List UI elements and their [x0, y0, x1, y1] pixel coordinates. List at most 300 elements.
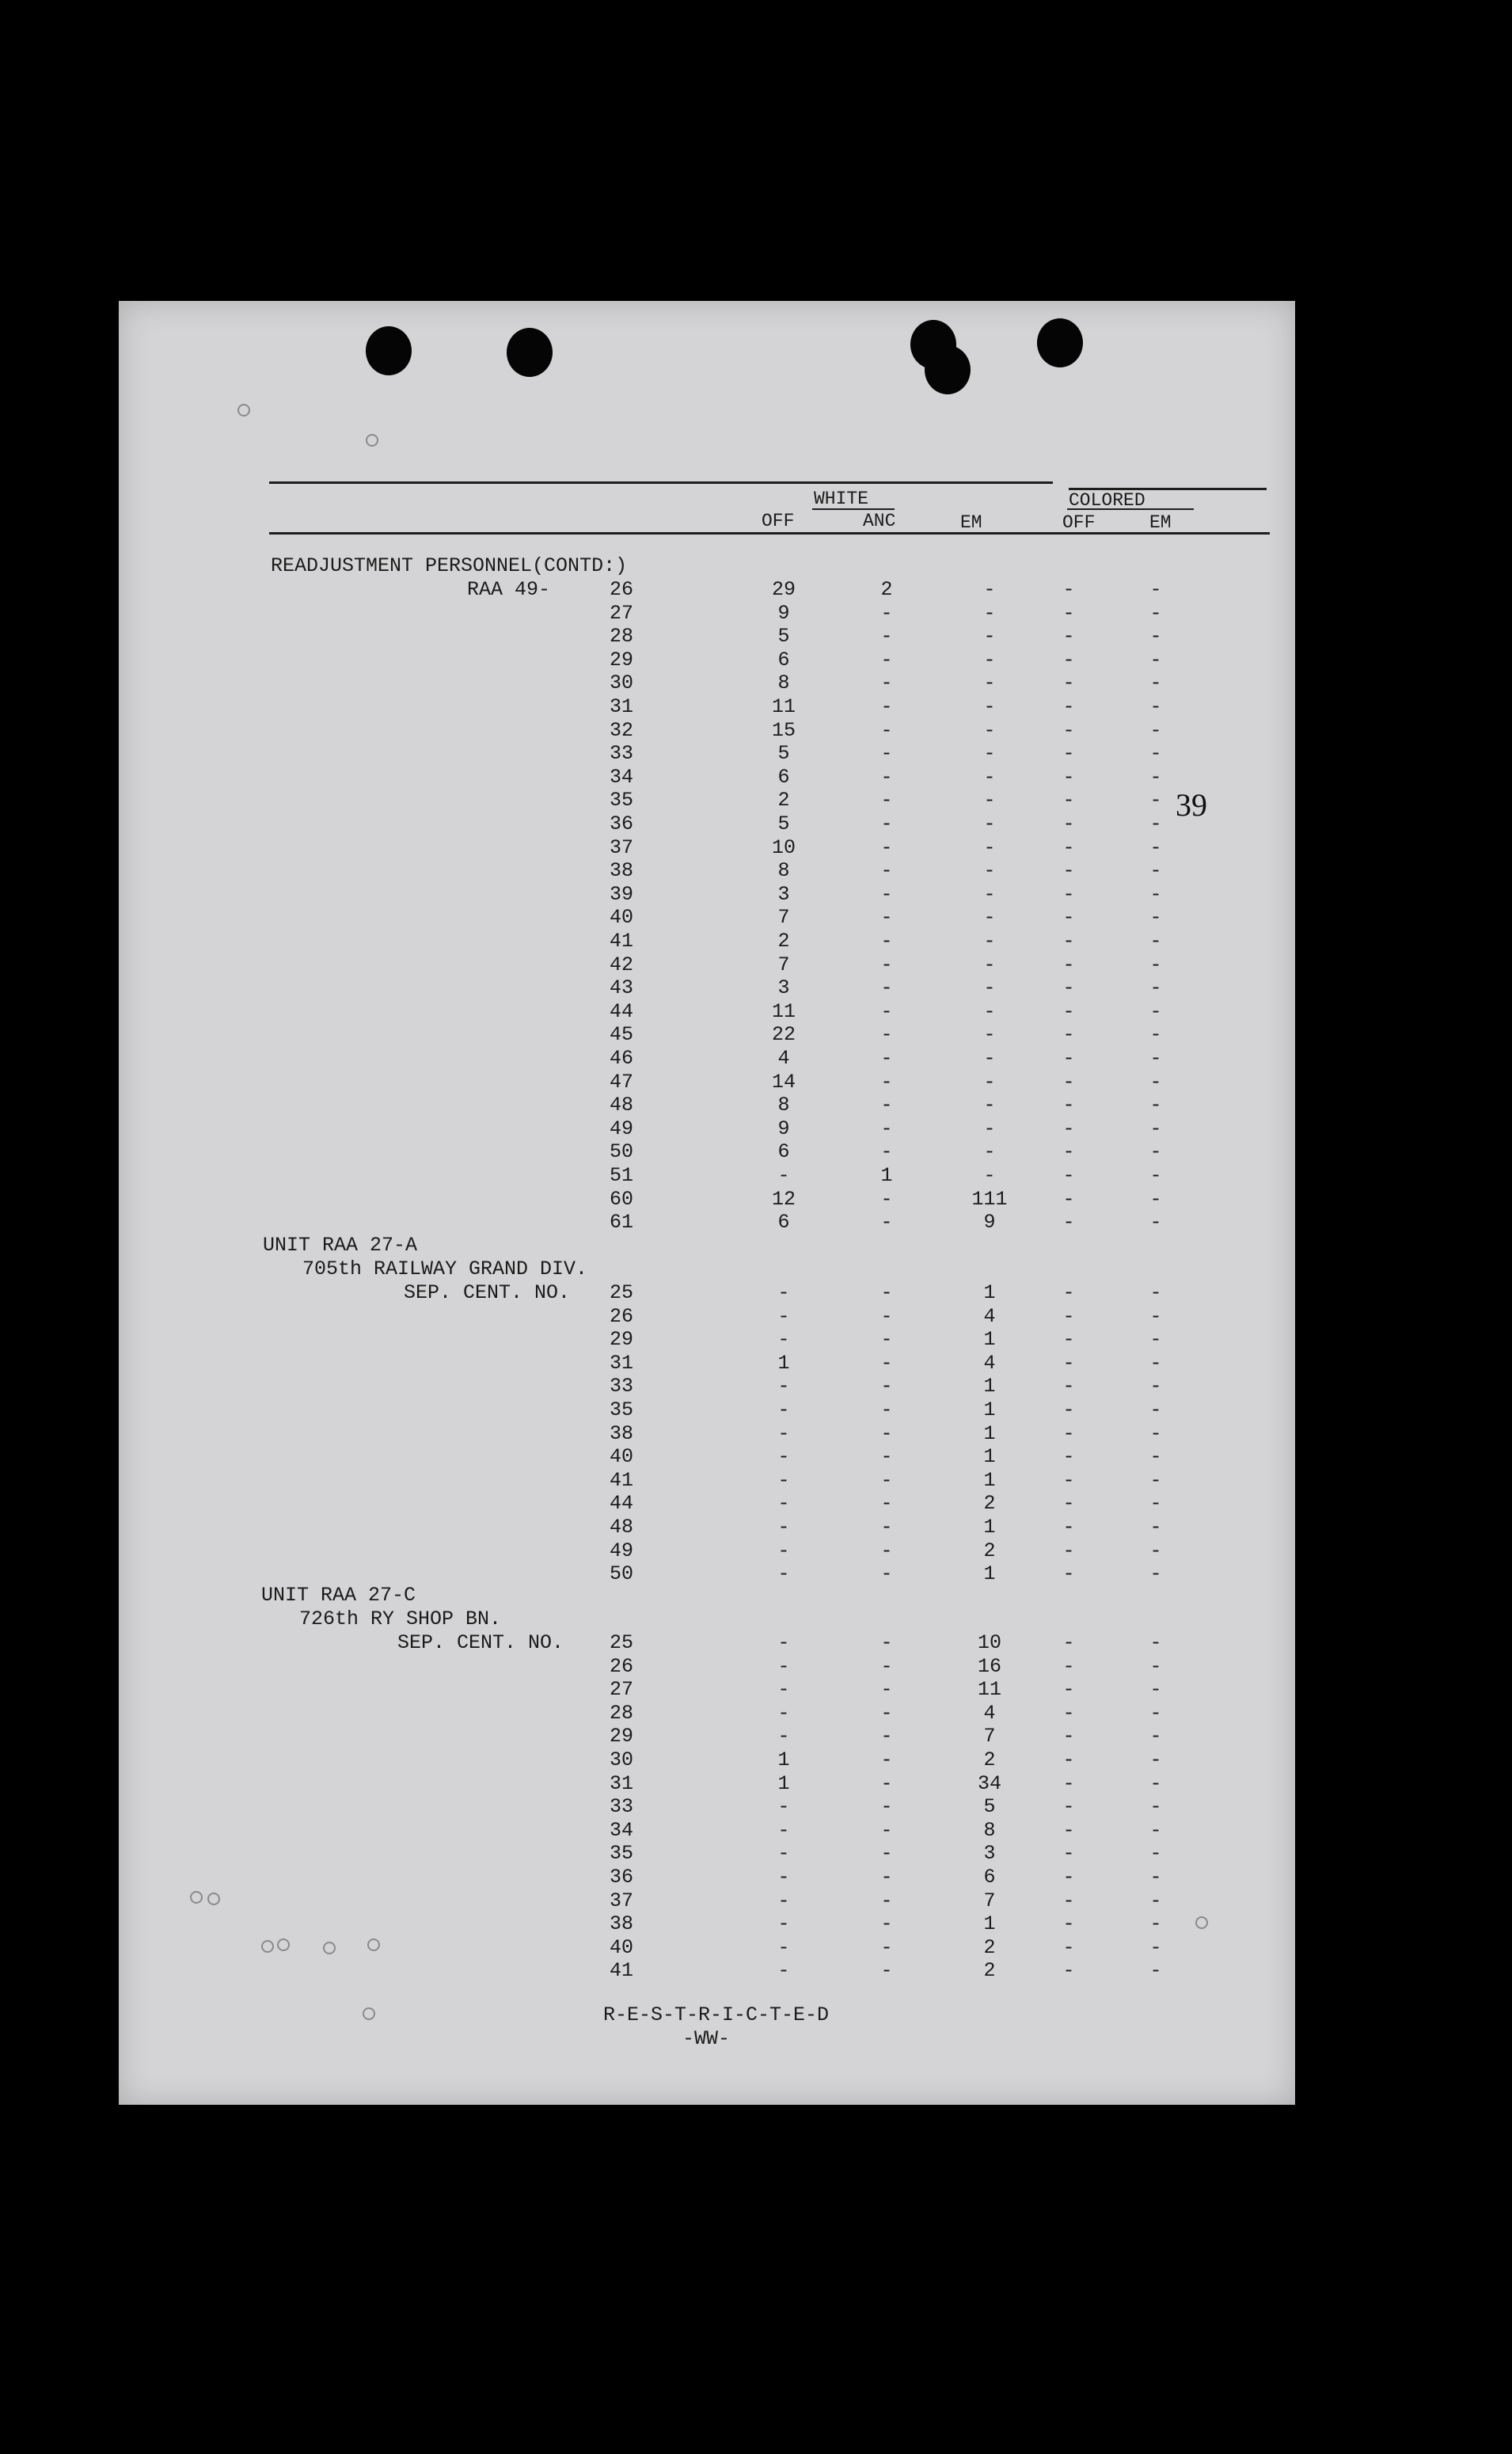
cell-colored-em: -	[1149, 1421, 1162, 1445]
cell-white-off: 3	[777, 882, 790, 906]
table-row	[119, 1655, 1295, 1679]
cell-colored-em: -	[1149, 672, 1162, 695]
cell-white-em: 1	[983, 1562, 996, 1586]
cell-colored-off: -	[1062, 625, 1075, 649]
cell-colored-off: -	[1062, 1562, 1075, 1586]
cell-white-anc: -	[880, 601, 893, 625]
cell-colored-off: -	[1062, 1328, 1075, 1352]
cell-colored-off: -	[1062, 1771, 1075, 1795]
cell-white-off: 7	[777, 953, 790, 976]
header-colored: COLORED	[1069, 490, 1145, 511]
cell-colored-em: -	[1149, 1631, 1162, 1654]
cell-white-em: 2	[983, 1935, 996, 1959]
section-27c-line2: 726th RY SHOP BN.	[299, 1607, 502, 1630]
cell-white-off: 14	[771, 1070, 796, 1094]
table-row	[119, 1702, 1295, 1725]
cell-white-off: 7	[777, 906, 790, 930]
cell-colored-em: -	[1149, 1047, 1162, 1070]
cell-white-anc: -	[880, 1842, 893, 1866]
cell-sep-cent-no: 47	[609, 1070, 633, 1094]
cell-white-off: 8	[777, 672, 790, 695]
cell-white-anc: 2	[880, 578, 893, 601]
cell-colored-em: -	[1149, 1866, 1162, 1889]
table-row	[119, 1959, 1295, 1983]
cell-white-em: -	[983, 1047, 996, 1070]
cell-white-anc: -	[880, 1678, 893, 1702]
cell-sep-cent-no: 46	[609, 1047, 633, 1070]
cell-colored-off: -	[1062, 1539, 1075, 1562]
cell-white-anc: -	[880, 1725, 893, 1748]
cell-white-anc: -	[880, 1889, 893, 1912]
cell-white-em: 7	[983, 1725, 996, 1748]
cell-white-off: 9	[777, 601, 790, 625]
cell-white-off: 2	[777, 930, 790, 953]
cell-white-em: -	[983, 765, 996, 789]
cell-white-anc: -	[880, 1866, 893, 1889]
cell-colored-em: -	[1149, 1818, 1162, 1842]
cell-colored-em: -	[1149, 1725, 1162, 1748]
header-white-anc: ANC	[863, 511, 896, 531]
cell-colored-off: -	[1062, 976, 1075, 1000]
table-row	[119, 742, 1295, 766]
cell-white-em: -	[983, 718, 996, 742]
cell-sep-cent-no: 49	[609, 1539, 633, 1562]
cell-colored-em: -	[1149, 1187, 1162, 1211]
cell-colored-off: -	[1062, 1117, 1075, 1140]
table-row	[119, 1725, 1295, 1748]
cell-white-anc: -	[880, 1631, 893, 1654]
cell-white-off: -	[777, 1631, 790, 1654]
cell-colored-em: -	[1149, 1304, 1162, 1328]
cell-colored-em: -	[1149, 1375, 1162, 1398]
cell-white-em: -	[983, 789, 996, 812]
cell-colored-off: -	[1062, 1187, 1075, 1211]
cell-white-em: -	[983, 1117, 996, 1140]
cell-white-anc: -	[880, 1959, 893, 1983]
cell-sep-cent-no: 51	[609, 1164, 633, 1187]
scan-dot	[277, 1938, 290, 1951]
cell-white-em: -	[983, 742, 996, 766]
table-row	[119, 836, 1295, 860]
cell-white-off: -	[777, 1468, 790, 1492]
cell-white-em: 11	[977, 1678, 1001, 1702]
cell-colored-em: -	[1149, 1654, 1162, 1678]
cell-white-off: -	[777, 1866, 790, 1889]
cell-sep-cent-no: 36	[609, 812, 633, 835]
cell-sep-cent-no: 34	[609, 765, 633, 789]
table-row	[119, 1889, 1295, 1913]
cell-colored-em: -	[1149, 882, 1162, 906]
cell-white-em: -	[983, 812, 996, 835]
cell-white-anc: -	[880, 1445, 893, 1469]
cell-white-anc: -	[880, 1094, 893, 1117]
cell-colored-em: -	[1149, 859, 1162, 883]
cell-sep-cent-no: 49	[609, 1117, 633, 1140]
cell-white-off: -	[777, 1281, 790, 1304]
cell-colored-em: -	[1149, 789, 1162, 812]
cell-colored-em: -	[1149, 578, 1162, 601]
cell-colored-em: -	[1149, 1445, 1162, 1469]
cell-colored-off: -	[1062, 1070, 1075, 1094]
cell-white-anc: -	[880, 1070, 893, 1094]
cell-white-em: 1	[983, 1912, 996, 1936]
cell-white-em: -	[983, 1094, 996, 1117]
cell-white-em: 6	[983, 1866, 996, 1889]
cell-colored-off: -	[1062, 835, 1075, 859]
cell-sep-cent-no: 31	[609, 695, 633, 718]
cell-sep-cent-no: 40	[609, 906, 633, 930]
cell-sep-cent-no: 27	[609, 601, 633, 625]
cell-sep-cent-no: 43	[609, 976, 633, 1000]
cell-colored-em: -	[1149, 835, 1162, 859]
cell-white-em: 111	[971, 1187, 1008, 1211]
cell-white-off: -	[777, 1912, 790, 1936]
cell-white-em: -	[983, 882, 996, 906]
cell-white-off: -	[777, 1562, 790, 1586]
header-colored-em: EM	[1149, 512, 1172, 533]
cell-sep-cent-no: 38	[609, 1421, 633, 1445]
table-row	[119, 1866, 1295, 1889]
cell-white-anc: -	[880, 1328, 893, 1352]
cell-white-off: 10	[771, 835, 796, 859]
cell-sep-cent-no: 29	[609, 1725, 633, 1748]
cell-colored-em: -	[1149, 812, 1162, 835]
table-row	[119, 1842, 1295, 1866]
cell-white-off: -	[777, 1959, 790, 1983]
table-row	[119, 1328, 1295, 1352]
cell-colored-off: -	[1062, 672, 1075, 695]
cell-colored-em: -	[1149, 1398, 1162, 1421]
header-white: WHITE	[814, 489, 869, 509]
cell-colored-em: -	[1149, 1678, 1162, 1702]
cell-sep-cent-no: 48	[609, 1094, 633, 1117]
cell-colored-off: -	[1062, 1935, 1075, 1959]
cell-sep-cent-no: 25	[609, 1631, 633, 1654]
cell-colored-off: -	[1062, 1842, 1075, 1866]
cell-white-off: 6	[777, 1140, 790, 1164]
cell-colored-off: -	[1062, 882, 1075, 906]
table-row	[119, 1352, 1295, 1375]
cell-white-em: 1	[983, 1281, 996, 1304]
cell-sep-cent-no: 29	[609, 648, 633, 672]
cell-white-anc: -	[880, 625, 893, 649]
table-row	[119, 859, 1295, 883]
header-bottom-rule	[269, 532, 1270, 535]
cell-white-em: -	[983, 578, 996, 601]
cell-white-anc: -	[880, 1795, 893, 1819]
header-top-rule-left	[269, 481, 1053, 484]
cell-colored-off: -	[1062, 1094, 1075, 1117]
cell-white-em: 34	[977, 1771, 1001, 1795]
cell-white-em: 1	[983, 1398, 996, 1421]
cell-colored-off: -	[1062, 1398, 1075, 1421]
cell-colored-em: -	[1149, 1912, 1162, 1936]
table-row	[119, 1795, 1295, 1819]
document-page	[119, 301, 1295, 2105]
cell-white-off: 15	[771, 718, 796, 742]
section-readjustment-sub: RAA 49-	[467, 578, 551, 601]
cell-white-anc: -	[880, 1304, 893, 1328]
cell-white-em: 2	[983, 1959, 996, 1983]
cell-colored-off: -	[1062, 1304, 1075, 1328]
cell-white-off: 5	[777, 812, 790, 835]
cell-colored-off: -	[1062, 1516, 1075, 1539]
cell-colored-em: -	[1149, 1070, 1162, 1094]
cell-white-anc: -	[880, 976, 893, 1000]
table-row	[119, 1469, 1295, 1493]
cell-white-em: 2	[983, 1539, 996, 1562]
cell-white-off: -	[777, 1492, 790, 1516]
cell-white-em: 16	[977, 1654, 1001, 1678]
cell-white-anc: -	[880, 742, 893, 766]
cell-colored-off: -	[1062, 765, 1075, 789]
cell-sep-cent-no: 40	[609, 1935, 633, 1959]
cell-colored-em: -	[1149, 1164, 1162, 1187]
cell-white-em: 1	[983, 1516, 996, 1539]
table-row	[119, 695, 1295, 719]
cell-white-em: -	[983, 695, 996, 718]
cell-sep-cent-no: 31	[609, 1771, 633, 1795]
cell-sep-cent-no: 33	[609, 1795, 633, 1819]
cell-colored-em: -	[1149, 1328, 1162, 1352]
cell-white-anc: -	[880, 906, 893, 930]
cell-colored-off: -	[1062, 1445, 1075, 1469]
table-row	[119, 1047, 1295, 1071]
cell-colored-em: -	[1149, 1351, 1162, 1375]
table-row	[119, 649, 1295, 672]
cell-white-em: 10	[977, 1631, 1001, 1654]
cell-white-em: 1	[983, 1328, 996, 1352]
cell-white-off: 6	[777, 648, 790, 672]
table-row	[119, 906, 1295, 930]
cell-sep-cent-no: 27	[609, 1678, 633, 1702]
table-row	[119, 1562, 1295, 1586]
cell-colored-em: -	[1149, 1539, 1162, 1562]
cell-colored-off: -	[1062, 742, 1075, 766]
cell-colored-off: -	[1062, 1725, 1075, 1748]
cell-colored-em: -	[1149, 1562, 1162, 1586]
table-row	[119, 625, 1295, 649]
cell-white-em: -	[983, 601, 996, 625]
cell-colored-em: -	[1149, 999, 1162, 1023]
scan-dot	[363, 2007, 375, 2020]
cell-sep-cent-no: 40	[609, 1445, 633, 1469]
table-row	[119, 812, 1295, 836]
cell-colored-off: -	[1062, 953, 1075, 976]
cell-white-anc: -	[880, 672, 893, 695]
header-colored-off: OFF	[1062, 512, 1096, 533]
cell-white-off: 11	[771, 695, 796, 718]
table-row	[119, 1936, 1295, 1960]
cell-sep-cent-no: 35	[609, 1842, 633, 1866]
cell-colored-off: -	[1062, 1140, 1075, 1164]
cell-white-off: 3	[777, 976, 790, 1000]
cell-colored-off: -	[1062, 1959, 1075, 1983]
cell-white-em: 2	[983, 1748, 996, 1771]
cell-white-off: 5	[777, 625, 790, 649]
cell-white-off: 22	[771, 1023, 796, 1047]
cell-white-em: 1	[983, 1375, 996, 1398]
cell-white-anc: -	[880, 1398, 893, 1421]
cell-white-anc: -	[880, 1818, 893, 1842]
scan-dot	[190, 1891, 203, 1904]
cell-white-anc: -	[880, 1047, 893, 1070]
table-row	[119, 1164, 1295, 1188]
table-row	[119, 1516, 1295, 1539]
cell-white-anc: -	[880, 1117, 893, 1140]
table-row	[119, 719, 1295, 743]
table-row	[119, 1422, 1295, 1446]
table-row	[119, 976, 1295, 1000]
cell-white-anc: -	[880, 1351, 893, 1375]
cell-white-anc: -	[880, 695, 893, 718]
table-row	[119, 602, 1295, 626]
cell-sep-cent-no: 28	[609, 625, 633, 649]
cell-sep-cent-no: 31	[609, 1351, 633, 1375]
cell-sep-cent-no: 41	[609, 1468, 633, 1492]
cell-colored-em: -	[1149, 648, 1162, 672]
cell-colored-em: -	[1149, 1211, 1162, 1235]
cell-sep-cent-no: 26	[609, 1304, 633, 1328]
table-row	[119, 930, 1295, 953]
cell-white-off: -	[777, 1795, 790, 1819]
cell-white-off: -	[777, 1935, 790, 1959]
cell-sep-cent-no: 44	[609, 1492, 633, 1516]
cell-white-em: -	[983, 835, 996, 859]
cell-white-anc: -	[880, 835, 893, 859]
cell-white-anc: -	[880, 882, 893, 906]
cell-sep-cent-no: 25	[609, 1281, 633, 1304]
scan-dot	[367, 1938, 380, 1951]
cell-colored-em: -	[1149, 1748, 1162, 1771]
cell-colored-em: -	[1149, 1889, 1162, 1912]
table-row	[119, 1305, 1295, 1329]
section-27a-line3: SEP. CENT. NO.	[404, 1281, 571, 1304]
cell-colored-em: -	[1149, 953, 1162, 976]
cell-white-em: -	[983, 672, 996, 695]
punch-hole-1	[366, 326, 412, 375]
cell-colored-off: -	[1062, 1375, 1075, 1398]
cell-colored-em: -	[1149, 765, 1162, 789]
footer-code: -WW-	[682, 2027, 731, 2050]
cell-colored-off: -	[1062, 1912, 1075, 1936]
table-row	[119, 1117, 1295, 1141]
cell-sep-cent-no: 37	[609, 1889, 633, 1912]
cell-white-off: 6	[777, 1211, 790, 1235]
cell-colored-off: -	[1062, 1631, 1075, 1654]
page-number: 39	[1176, 787, 1207, 823]
cell-white-anc: -	[880, 1421, 893, 1445]
cell-white-anc: -	[880, 1771, 893, 1795]
table-row	[119, 953, 1295, 977]
cell-white-em: 3	[983, 1842, 996, 1866]
cell-colored-em: -	[1149, 1959, 1162, 1983]
cell-white-off: 4	[777, 1047, 790, 1070]
cell-sep-cent-no: 42	[609, 953, 633, 976]
cell-colored-off: -	[1062, 1281, 1075, 1304]
cell-sep-cent-no: 45	[609, 1023, 633, 1047]
cell-colored-em: -	[1149, 1023, 1162, 1047]
cell-white-off: -	[777, 1375, 790, 1398]
cell-sep-cent-no: 32	[609, 718, 633, 742]
table-row	[119, 1281, 1295, 1305]
cell-sep-cent-no: 26	[609, 578, 633, 601]
cell-colored-em: -	[1149, 742, 1162, 766]
cell-white-em: 1	[983, 1468, 996, 1492]
cell-sep-cent-no: 35	[609, 1398, 633, 1421]
cell-sep-cent-no: 41	[609, 930, 633, 953]
cell-sep-cent-no: 30	[609, 1748, 633, 1771]
section-27a-line1: UNIT RAA 27-A	[263, 1234, 418, 1257]
cell-white-anc: -	[880, 648, 893, 672]
cell-white-em: 4	[983, 1304, 996, 1328]
cell-sep-cent-no: 33	[609, 742, 633, 766]
cell-white-em: -	[983, 1070, 996, 1094]
scan-dot	[237, 404, 250, 417]
cell-white-anc: -	[880, 1468, 893, 1492]
table-row	[119, 1445, 1295, 1469]
cell-sep-cent-no: 34	[609, 1818, 633, 1842]
cell-white-anc: -	[880, 930, 893, 953]
table-row	[119, 883, 1295, 907]
cell-white-anc: -	[880, 1516, 893, 1539]
cell-white-off: -	[777, 1654, 790, 1678]
cell-colored-off: -	[1062, 1023, 1075, 1047]
cell-colored-off: -	[1062, 1889, 1075, 1912]
cell-colored-off: -	[1062, 1351, 1075, 1375]
cell-white-anc: -	[880, 1748, 893, 1771]
cell-white-off: -	[777, 1328, 790, 1352]
cell-colored-em: -	[1149, 930, 1162, 953]
cell-white-off: -	[777, 1516, 790, 1539]
cell-white-off: -	[777, 1398, 790, 1421]
cell-white-off: 1	[777, 1351, 790, 1375]
cell-white-anc: -	[880, 718, 893, 742]
cell-white-off: 8	[777, 1094, 790, 1117]
cell-colored-em: -	[1149, 1468, 1162, 1492]
table-row	[119, 1539, 1295, 1563]
cell-sep-cent-no: 38	[609, 1912, 633, 1936]
cell-sep-cent-no: 39	[609, 882, 633, 906]
cell-sep-cent-no: 33	[609, 1375, 633, 1398]
cell-colored-em: -	[1149, 1094, 1162, 1117]
cell-white-off: 5	[777, 742, 790, 766]
cell-colored-off: -	[1062, 812, 1075, 835]
cell-colored-em: -	[1149, 625, 1162, 649]
cell-white-off: -	[777, 1445, 790, 1469]
cell-white-em: -	[983, 1140, 996, 1164]
table-row	[119, 1094, 1295, 1117]
section-27c-line1: UNIT RAA 27-C	[261, 1584, 416, 1607]
cell-colored-em: -	[1149, 1492, 1162, 1516]
scan-dot	[323, 1942, 336, 1954]
cell-white-off: 6	[777, 765, 790, 789]
cell-white-em: 7	[983, 1889, 996, 1912]
cell-colored-off: -	[1062, 906, 1075, 930]
cell-white-off: 12	[771, 1187, 796, 1211]
cell-colored-off: -	[1062, 648, 1075, 672]
cell-white-off: 8	[777, 859, 790, 883]
cell-white-em: -	[983, 1023, 996, 1047]
cell-colored-off: -	[1062, 718, 1075, 742]
cell-colored-off: -	[1062, 1421, 1075, 1445]
table-row	[119, 1375, 1295, 1398]
footer-classification: R-E-S-T-R-I-C-T-E-D	[603, 2003, 830, 2026]
cell-white-anc: -	[880, 1701, 893, 1725]
cell-sep-cent-no: 50	[609, 1140, 633, 1164]
cell-white-anc: -	[880, 1935, 893, 1959]
cell-white-off: -	[777, 1539, 790, 1562]
